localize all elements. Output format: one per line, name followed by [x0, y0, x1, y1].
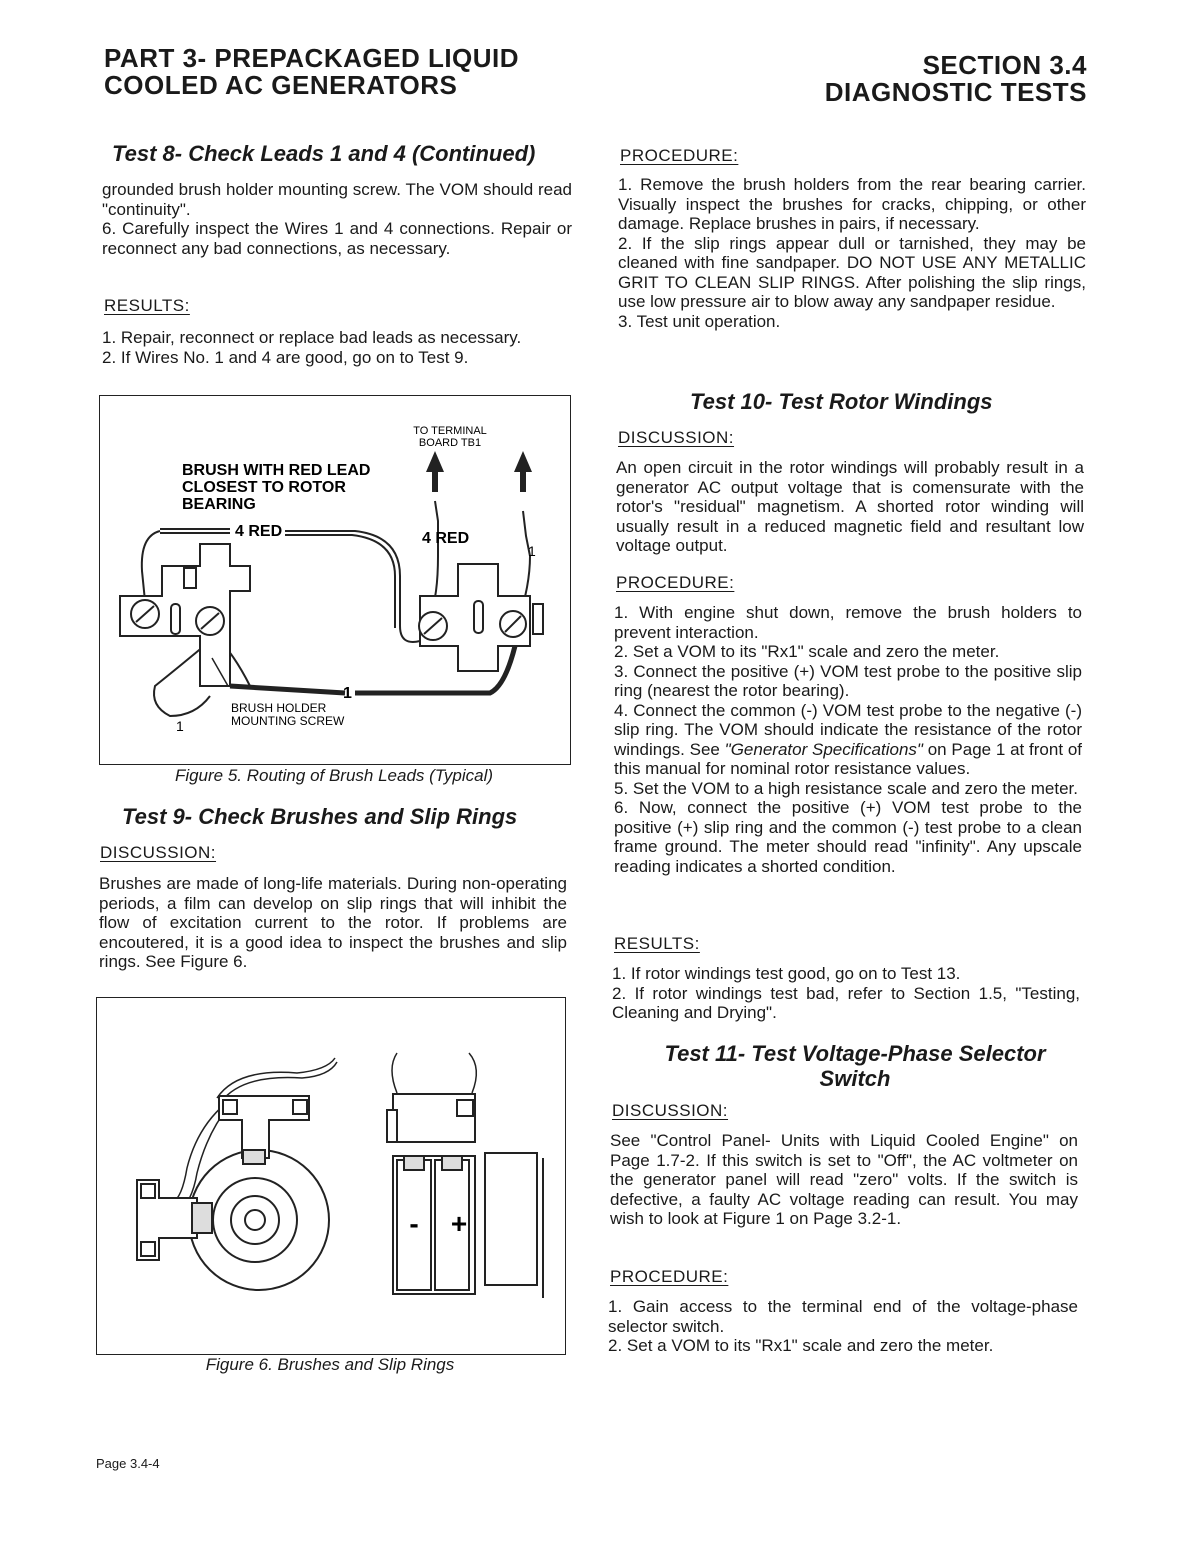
t10-procedure-item-6: 6. Now, connect the positive (+) VOM test probe to the positive (+) slip ring and the common (-) test probe to a clean frame ground. The meter should read "infinity". Any upscale reading indicates a shorted condition.	[614, 798, 1082, 876]
fig5-to-terminal-2: BOARD TB1	[418, 437, 482, 449]
t9-procedure-heading: PROCEDURE:	[620, 146, 739, 165]
t10-results-item-1: 1. If rotor windings test good, go on to Test 13.	[612, 964, 961, 983]
figure-6-caption: Figure 6. Brushes and Slip Rings	[205, 1355, 455, 1374]
t9-procedure-item-3: 3. Test unit operation.	[618, 311, 781, 331]
results-heading: RESULTS:	[104, 296, 190, 315]
brush-holder-icon	[387, 1094, 543, 1298]
fig5-wire-1-bottom: 1	[343, 685, 352, 702]
fig5-wire-1-right: 1	[528, 543, 536, 559]
t10-procedure-item-4a: 4. Connect the common (-) VOM test probe to the negative (-) slip ring. The VOM should indicate the resistance of the rotor windings. See	[614, 700, 1082, 759]
fig5-brush-label-1: BRUSH WITH RED LEAD	[182, 462, 371, 479]
t9-procedure-item-1: 1. Remove the brush holders from the rear bearing carrier. Visually inspect the brushes for cracks, chipping, or other damage. Replace brushes in pairs, if necessary.	[618, 175, 1086, 233]
fig5-wire-1-left: 1	[176, 718, 184, 734]
t10-discussion: An open circuit in the rotor windings will probably result in a generator AC output voltage that is comensurate with the rotor's "residual" magnetism. A shorted rotor winding will usually result in a reduced magnetic field and resultant low voltage output.	[616, 458, 1084, 555]
t10-procedure-item-3: 3. Connect the positive (+) VOM test probe to the positive slip ring (nearest the rotor bearing).	[614, 661, 1082, 700]
t10-results-item-2: 2. If rotor windings test bad, refer to Section 1.5, "Testing, Cleaning and Drying".	[612, 983, 1080, 1022]
figure-5-illustration	[100, 396, 570, 764]
t10-procedure-item-4	[614, 701, 1082, 779]
plus-sign: +	[450, 1208, 468, 1239]
t9-procedure	[618, 175, 1086, 331]
fig5-screw-label-2: MOUNTING SCREW	[231, 714, 345, 728]
t11-procedure	[608, 1297, 1078, 1356]
fig5-4red-right: 4 RED	[422, 530, 470, 547]
t11-discussion-heading: DISCUSSION:	[612, 1101, 729, 1120]
test8-results	[102, 328, 572, 367]
test9-title: Test 9- Check Brushes and Slip Rings	[122, 804, 518, 829]
fig5-4red-left: 4 RED	[235, 523, 283, 540]
results-item-1: 1. Repair, reconnect or replace bad leads as necessary.	[102, 328, 522, 347]
test8-paragraph-2: 6. Carefully inspect the Wires 1 and 4 connections. Repair or reconnect any bad connections, as necessary.	[102, 219, 572, 258]
t10-procedure-item-2: 2. Set a VOM to its "Rx1" scale and zero the meter.	[614, 642, 1000, 661]
up-arrow-icon	[426, 451, 532, 492]
test10-title: Test 10- Test Rotor Windings	[690, 389, 993, 414]
discussion-heading: DISCUSSION:	[100, 843, 217, 862]
figure-5-caption: Figure 5. Routing of Brush Leads (Typical)	[174, 766, 494, 785]
fig5-brush-label-2: CLOSEST TO ROTOR	[182, 479, 346, 496]
section-title-line-1: SECTION 3.4	[922, 50, 1087, 80]
t10-discussion-heading: DISCUSSION:	[618, 428, 735, 447]
test9-discussion: Brushes are made of long-life materials. During non-operating periods, a film can develop on slip rings that will inhibit the flow of excitation current to the rotor. If problems are encoutered, it is a good idea to inspect the brushes and slip rings. See Figure 6.	[99, 874, 567, 971]
part-title	[104, 45, 519, 99]
test11-title-line-1: Test 11- Test Voltage-Phase Selector	[664, 1041, 1046, 1066]
t10-procedure	[614, 603, 1082, 876]
slip-ring-icon	[137, 1096, 329, 1290]
t10-results-heading: RESULTS:	[614, 934, 700, 953]
part-title-line-2: COOLED AC GENERATORS	[104, 70, 458, 100]
generator-specifications-ref: "Generator Specifications"	[724, 739, 923, 759]
t10-procedure-item-1: 1. With engine shut down, remove the brush holders to prevent interaction.	[614, 603, 1082, 642]
t10-procedure-heading: PROCEDURE:	[616, 573, 735, 592]
fig5-screw-label-1: BRUSH HOLDER	[231, 701, 327, 715]
t11-discussion: See "Control Panel- Units with Liquid Cooled Engine" on Page 1.7-2. If this switch is set to "Off", the AC voltmeter on the generator panel will read "zero" volts. If the switch is defective, a faulty AC voltage reading can result. You may wish to look at Figure 1 on Page 3.2-1.	[610, 1131, 1078, 1228]
test8-paragraph-1: grounded brush holder mounting screw. The VOM should read "continuity".	[102, 180, 572, 219]
figure-6-illustration	[97, 998, 565, 1354]
test8-title: Test 8- Check Leads 1 and 4 (Continued)	[112, 141, 536, 166]
t10-procedure-item-5: 5. Set the VOM to a high resistance scale and zero the meter.	[614, 778, 1078, 798]
page-number: Page 3.4-4	[96, 1456, 160, 1471]
section-title	[825, 52, 1087, 106]
minus-sign: -	[409, 1208, 419, 1239]
t10-procedure-item-4b: on Page 1 at front of this manual for nominal rotor resistance values.	[614, 739, 1083, 778]
results-item-2: 2. If Wires No. 1 and 4 are good, go on to Test 9.	[102, 347, 469, 367]
fig5-to-terminal-1: TO TERMINAL	[413, 425, 487, 437]
figure-5-frame	[99, 395, 571, 765]
test11-title-line-2: Switch	[819, 1066, 891, 1091]
t11-procedure-item-1: 1. Gain access to the terminal end of the voltage-phase selector switch.	[608, 1297, 1078, 1336]
test11-title	[610, 1041, 1100, 1091]
test8-body	[102, 180, 572, 258]
t11-procedure-heading: PROCEDURE:	[610, 1267, 729, 1286]
fig5-brush-label-3: BEARING	[182, 496, 256, 513]
part-title-line-1: PART 3- PREPACKAGED LIQUID	[104, 43, 520, 73]
figure-6-frame	[96, 997, 566, 1355]
t11-procedure-item-2: 2. Set a VOM to its "Rx1" scale and zero the meter.	[608, 1336, 994, 1355]
fig5-left-brush-holder	[120, 544, 250, 686]
section-title-line-2: DIAGNOSTIC TESTS	[824, 77, 1087, 107]
t9-procedure-item-2: 2. If the slip rings appear dull or tarnished, they may be cleaned with fine sandpaper. DO NOT USE ANY METALLIC GRIT TO CLEAN SLIP RINGS. After polishing the slip rings, use low pressure air to blow away any sandpaper residue.	[618, 233, 1086, 311]
t10-results	[612, 964, 1080, 1023]
